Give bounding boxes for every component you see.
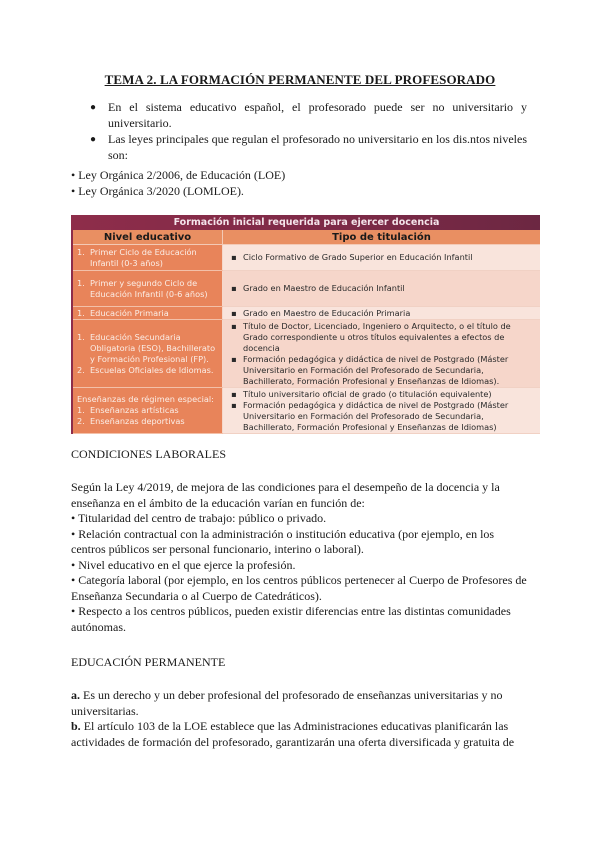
nivel-cell: 1. Educación Primaria: [72, 307, 223, 320]
section-heading-educacion-permanente: EDUCACIÓN PERMANENTE: [71, 655, 226, 669]
laws-list: [71, 168, 285, 199]
condiciones-item: • Titularidad del centro de trabajo: público o privado.: [71, 511, 327, 525]
condiciones-item: • Respecto a los centros públicos, pueden existir diferencias entre las distintas comunidades autónomas.: [71, 604, 511, 634]
titulacion-cell: ▪ Grado en Maestro de Educación Infantil: [223, 271, 541, 307]
educacion-permanente-body: [71, 688, 531, 750]
titulacion-cell: ▪ Título universitario oficial de grado (o titulación equivalente) ▪ Formación pedagógica y didáctica de nivel de Postgrado (Máster Universitario en Formación del Profesorado de Secundaria, Bachillerato, Formación Profesional y Enseñanzas de Idiomas): [223, 388, 541, 434]
bullet-dot-icon: ●: [90, 102, 97, 113]
table-row: [72, 320, 540, 388]
bullet-icon: ▪: [231, 283, 237, 293]
condiciones-item: • Categoría laboral (por ejemplo, en los centros públicos pertenecer al Cuerpo de Profesores de Enseñanza Secundaria o al Cuerpo de Catedráticos).: [71, 573, 527, 603]
intro-bullet-text: En el sistema educativo español, el profesorado puede ser no universitario y universitario.: [108, 100, 527, 130]
nivel-cell: Enseñanzas de régimen especial: 1. Enseñanzas artísticas 2. Enseñanzas deportivas: [72, 388, 223, 434]
condiciones-intro: Según la Ley 4/2019, de mejora de las condiciones para el desempeño de la docencia y la enseñanza en el ámbito de la educación varían en función de:: [71, 480, 500, 510]
table-row: [72, 388, 540, 434]
bullet-icon: ▪: [231, 399, 237, 410]
table-row: [72, 271, 540, 307]
titulacion-cell: ▪ Grado en Maestro de Educación Primaria: [223, 307, 541, 320]
educacion-permanente-item: b. El artículo 103 de la LOE establece que las Administraciones educativas planificarán las actividades de formación del profesorado, garantizarán una oferta diversificada y gratuita de: [71, 719, 515, 749]
law-item: • Ley Orgánica 2/2006, de Educación (LOE): [71, 168, 286, 182]
bullet-icon: ▪: [231, 388, 237, 399]
nivel-heading: Enseñanzas de régimen especial:: [77, 394, 214, 404]
intro-bullet-text: Las leyes principales que regulan el profesorado no universitario en los dis.ntos niveles son:: [108, 132, 527, 162]
condiciones-item: • Nivel educativo en el que ejerce la profesión.: [71, 557, 296, 572]
page-title: TEMA 2. LA FORMACIÓN PERMANENTE DEL PROFESORADO: [104, 72, 496, 87]
titulacion-cell: ▪ Título de Doctor, Licenciado, Ingeniero o Arquitecto, o el título de Grado correspondiente u otros títulos equivalentes a efectos de docencia ▪ Formación pedagógica y didáctica de nivel de Postgrado (Máster Universitario en Formación del Profesorado de Secundaria, Bachillerato, Formación Profesional y Enseñanzas de Idiomas).: [223, 320, 541, 388]
nivel-cell: 1. Primer Ciclo de Educación Infantil (0-3 años): [72, 245, 223, 271]
intro-bullet: [90, 100, 527, 131]
column-header-titulacion: Tipo de titulación: [223, 230, 541, 245]
table-row: [72, 245, 540, 271]
bullet-icon: ▪: [231, 252, 237, 262]
table-title: Formación inicial requerida para ejercer docencia: [72, 215, 540, 230]
section-heading-condiciones: CONDICIONES LABORALES: [71, 447, 227, 461]
condiciones-body: [71, 480, 531, 635]
table-row: [72, 307, 540, 320]
bullet-dot-icon: ●: [90, 134, 97, 145]
law-item: • Ley Orgánica 3/2020 (LOMLOE).: [71, 183, 244, 198]
bullet-icon: ▪: [231, 353, 237, 364]
bullet-icon: ▪: [231, 307, 237, 318]
column-header-nivel: Nivel educativo: [72, 230, 223, 245]
nivel-cell: 1. Primer y segundo Ciclo de Educación Infantil (0-6 años): [72, 271, 223, 307]
educacion-permanente-item: a. Es un derecho y un deber profesional del profesorado de enseñanzas universitarias y no universitarias.: [71, 688, 503, 718]
titulacion-cell: ▪ Ciclo Formativo de Grado Superior en Educación Infantil: [223, 245, 541, 271]
intro-bullet: [90, 132, 527, 163]
intro-bullet-list: [90, 100, 527, 164]
condiciones-item: • Relación contractual con la administración o institución educativa (por ejemplo, en los centros públicos ser personal funcionario, interino o laboral).: [71, 526, 495, 556]
nivel-cell: 1. Educación Secundaria Obligatoria (ESO), Bachillerato y Formación Profesional (FP). 2. Escuelas Oficiales de Idiomas.: [72, 320, 223, 388]
bullet-icon: ▪: [231, 320, 237, 331]
formacion-inicial-table: [71, 215, 540, 434]
